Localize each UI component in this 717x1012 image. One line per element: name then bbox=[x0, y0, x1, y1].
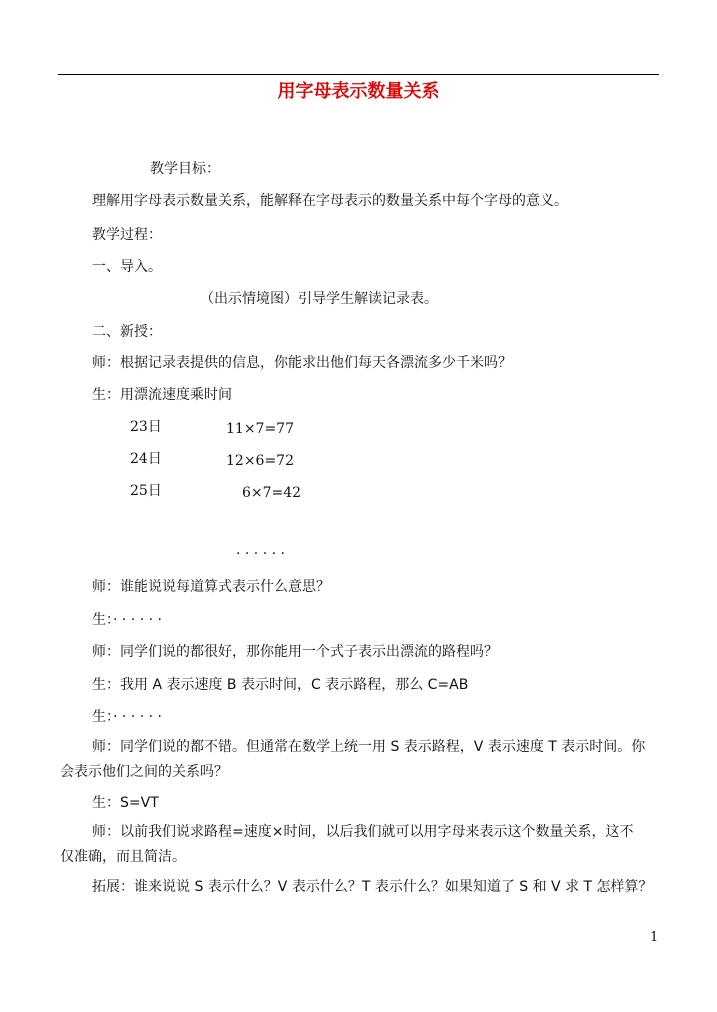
student-line-5: 生：S=VT bbox=[92, 795, 159, 811]
document-title: 用字母表示数量关系 bbox=[277, 81, 440, 102]
teacher-line-3: 师：同学们说的都很好，那你能用一个式子表示出漂流的路程吗？ bbox=[92, 644, 498, 660]
section-intro: 一、导入。 bbox=[92, 259, 162, 275]
calc-expr-23: 11×7=77 bbox=[226, 421, 294, 437]
extension-line: 拓展：谁来说说 S 表示什么？V 表示什么？T 表示什么？如果知道了 S 和 V 求 T 怎样算？ bbox=[92, 879, 653, 895]
process-heading: 教学过程： bbox=[92, 227, 162, 243]
student-line-3: 生：我用 A 表示速度 B 表示时间，C 表示路程，那么 C=AB bbox=[92, 677, 469, 693]
page-number: 1 bbox=[650, 930, 659, 945]
goal-text: 理解用字母表示数量关系，能解释在字母表示的数量关系中每个字母的意义。 bbox=[92, 193, 568, 209]
teacher-line-5-part1: 师：以前我们说求路程=速度×时间，以后我们就可以用字母来表示这个数量关系，这不 bbox=[92, 824, 634, 840]
student-line-4: 生：· · · · · · bbox=[92, 709, 162, 725]
section-new: 二、新授： bbox=[92, 324, 162, 340]
calc-day-24: 24日 bbox=[130, 451, 162, 467]
calc-expr-25: 6×7=42 bbox=[242, 485, 302, 501]
calc-expr-24: 12×6=72 bbox=[226, 453, 294, 469]
header-rule bbox=[58, 74, 659, 75]
teacher-line-4 bbox=[60, 735, 660, 785]
teacher-line-1: 师：根据记录表提供的信息，你能求出他们每天各漂流多少千米吗？ bbox=[92, 355, 512, 371]
intro-note: （出示情境图）引导学生解读记录表。 bbox=[200, 291, 438, 307]
calc-day-23: 23日 bbox=[130, 419, 162, 435]
teacher-line-4-part2: 会表示他们之间的关系吗？ bbox=[60, 764, 228, 780]
student-line-1: 生：用漂流速度乘时间 bbox=[92, 387, 232, 403]
ellipsis-dots: · · · · · · bbox=[236, 546, 285, 562]
teacher-line-4-part1: 师：同学们说的都不错。但通常在数学上统一用 S 表示路程，V 表示速度 T 表示时间。你 bbox=[92, 739, 646, 755]
goal-heading: 教学目标： bbox=[150, 161, 220, 177]
teacher-line-2: 师：谁能说说每道算式表示什么意思？ bbox=[92, 579, 330, 595]
student-line-2: 生：· · · · · · bbox=[92, 612, 162, 628]
teacher-line-5 bbox=[60, 820, 660, 870]
teacher-line-5-part2: 仅准确，而且简洁。 bbox=[60, 849, 186, 865]
calc-day-25: 25日 bbox=[130, 483, 162, 499]
